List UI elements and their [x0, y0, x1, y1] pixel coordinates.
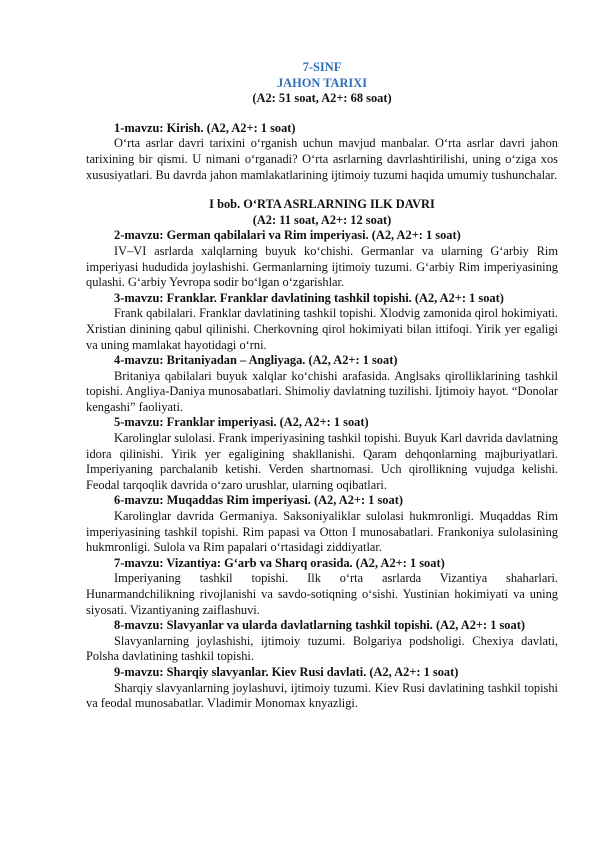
topic-2-title: 2-mavzu: German qabilalari va Rim imperiyasi. (A2, A2+: 1 soat)	[114, 228, 461, 243]
subject-hours: (A2: 51 soat, A2+: 68 soat)	[252, 91, 392, 106]
spacer	[86, 183, 558, 197]
subject-heading: JAHON TARIXI	[276, 75, 368, 90]
topic-6-title: 6-mavzu: Muqaddas Rim imperiyasi. (A2, A2+: 1 soat)	[114, 493, 403, 508]
chapter-title: I bob. O‘RTA ASRLARNING ILK DAVRI	[209, 197, 435, 212]
grade-heading: 7-SINF	[302, 60, 342, 74]
intro-topic-text: O‘rta asrlar davri tarixini o‘rganish uchun mavjud manbalar. O‘rta asrlar davri jahon tarixining bir qismi. U nimani o‘rganadi? O‘rta asrlarning davrlashtirilishi, uning o‘ziga xos xususiyatlari. Bu davrda jahon mamlakatlarining ijtimoiy tuzumi haqida umumiy tushunchalar.	[86, 136, 558, 182]
topic-3-text: Frank qabilalari. Franklar davlatining tashkil topishi. Xlodvig zamonida qirol hokimiyati. Xristian dinining qabul qilinishi. Cherkovning qirol hokimiyati bilan ittifoqi. Yirik yer egaligi va uning mamlakat hayotidagi o‘rni.	[86, 306, 558, 352]
topic-8-title: 8-mavzu: Slavyanlar va ularda davlatlarning tashkil topishi. (A2, A2+: 1 soat)	[114, 618, 525, 633]
topic-9-title: 9-mavzu: Sharqiy slavyanlar. Kiev Rusi davlati. (A2, A2+: 1 soat)	[114, 664, 459, 679]
document-page	[86, 60, 558, 712]
topic-5-text: Karolinglar sulolasi. Frank imperiyasining tashkil topishi. Buyuk Karl davrida davlatning idora qilinishi. Yirik yer egaligining shakllanishi. Qaram dehqonlarning majburiyatlari. Imperiyaning parchalanib ketishi. Verden shartnomasi. Uch qirollikning vujudga kelishi. Feodal tarqoqlik davrida o‘zaro urushlar, ularning oqibatlari.	[86, 431, 558, 492]
topic-7-title: 7-mavzu: Vizantiya: G‘arb va Sharq orasida. (A2, A2+: 1 soat)	[114, 555, 445, 570]
spacer	[86, 107, 558, 121]
topic-6-text: Karolinglar davrida Germaniya. Saksoniyaliklar sulolasi hukmronligi. Muqaddas Rim imperiyasining tashkil topishi. Rim papasi va Otton I munosabatlari. Frankoniya sulolasining hukmronligi. Sulola va Rim papalari o‘rtasidagi ziddiyatlar.	[86, 509, 558, 555]
intro-topic-title: 1-mavzu: Kirish. (A2, A2+: 1 soat)	[114, 120, 296, 135]
topic-2-text: IV–VI asrlarda xalqlarning buyuk ko‘chishi. Germanlar va ularning G‘arbiy Rim imperiyasi hududida joylashishi. Germanlarning ijtimoiy tuzumi. G‘arbiy Rim imperiyasining qulashi. G‘arbiy Yevropa sodir bo‘lgan o‘zgarishlar.	[86, 243, 558, 290]
topic-5-title: 5-mavzu: Franklar imperiyasi. (A2, A2+: 1 soat)	[114, 415, 369, 430]
topic-8-text: Slavyanlarning joylashishi, ijtimoiy tuzumi. Bolgariya podsholigi. Chexiya davlati, Polsha davlatining tashkil topishi.	[86, 633, 558, 664]
topic-9-text: Sharqiy slavyanlarning joylashuvi, ijtimoiy tuzumi. Kiev Rusi davlatining tashkil topishi va feodal munosabatlar. Vladimir Monomax knyazligi.	[86, 680, 558, 711]
topic-7-text: Imperiyaning tashkil topishi. Ilk o‘rta asrlarda Vizantiya shaharlari. Hunarmandchilikning rivojlanishi va savdo-sotiqning o‘sishi. Yustinian hokimiyati va uning siyosati. Vizantiyaning zaiflashuvi.	[86, 571, 558, 617]
chapter-hours: (A2: 11 soat, A2+: 12 soat)	[252, 212, 392, 227]
topic-4-text: Britaniya qabilalari buyuk xalqlar ko‘chishi arafasida. Anglsaks qirolliklarining tashkil topishi. Angliya-Daniya munosabatlari. Shimoliy davlatning tuzilishi. Ijtimoiy hayot. “Donolar kengashi” faoliyati.	[86, 368, 558, 414]
topic-4-title: 4-mavzu: Britaniyadan – Angliyaga. (A2, A2+: 1 soat)	[114, 353, 398, 368]
topic-3-title: 3-mavzu: Franklar. Franklar davlatining tashkil topishi. (A2, A2+: 1 soat)	[114, 290, 504, 305]
